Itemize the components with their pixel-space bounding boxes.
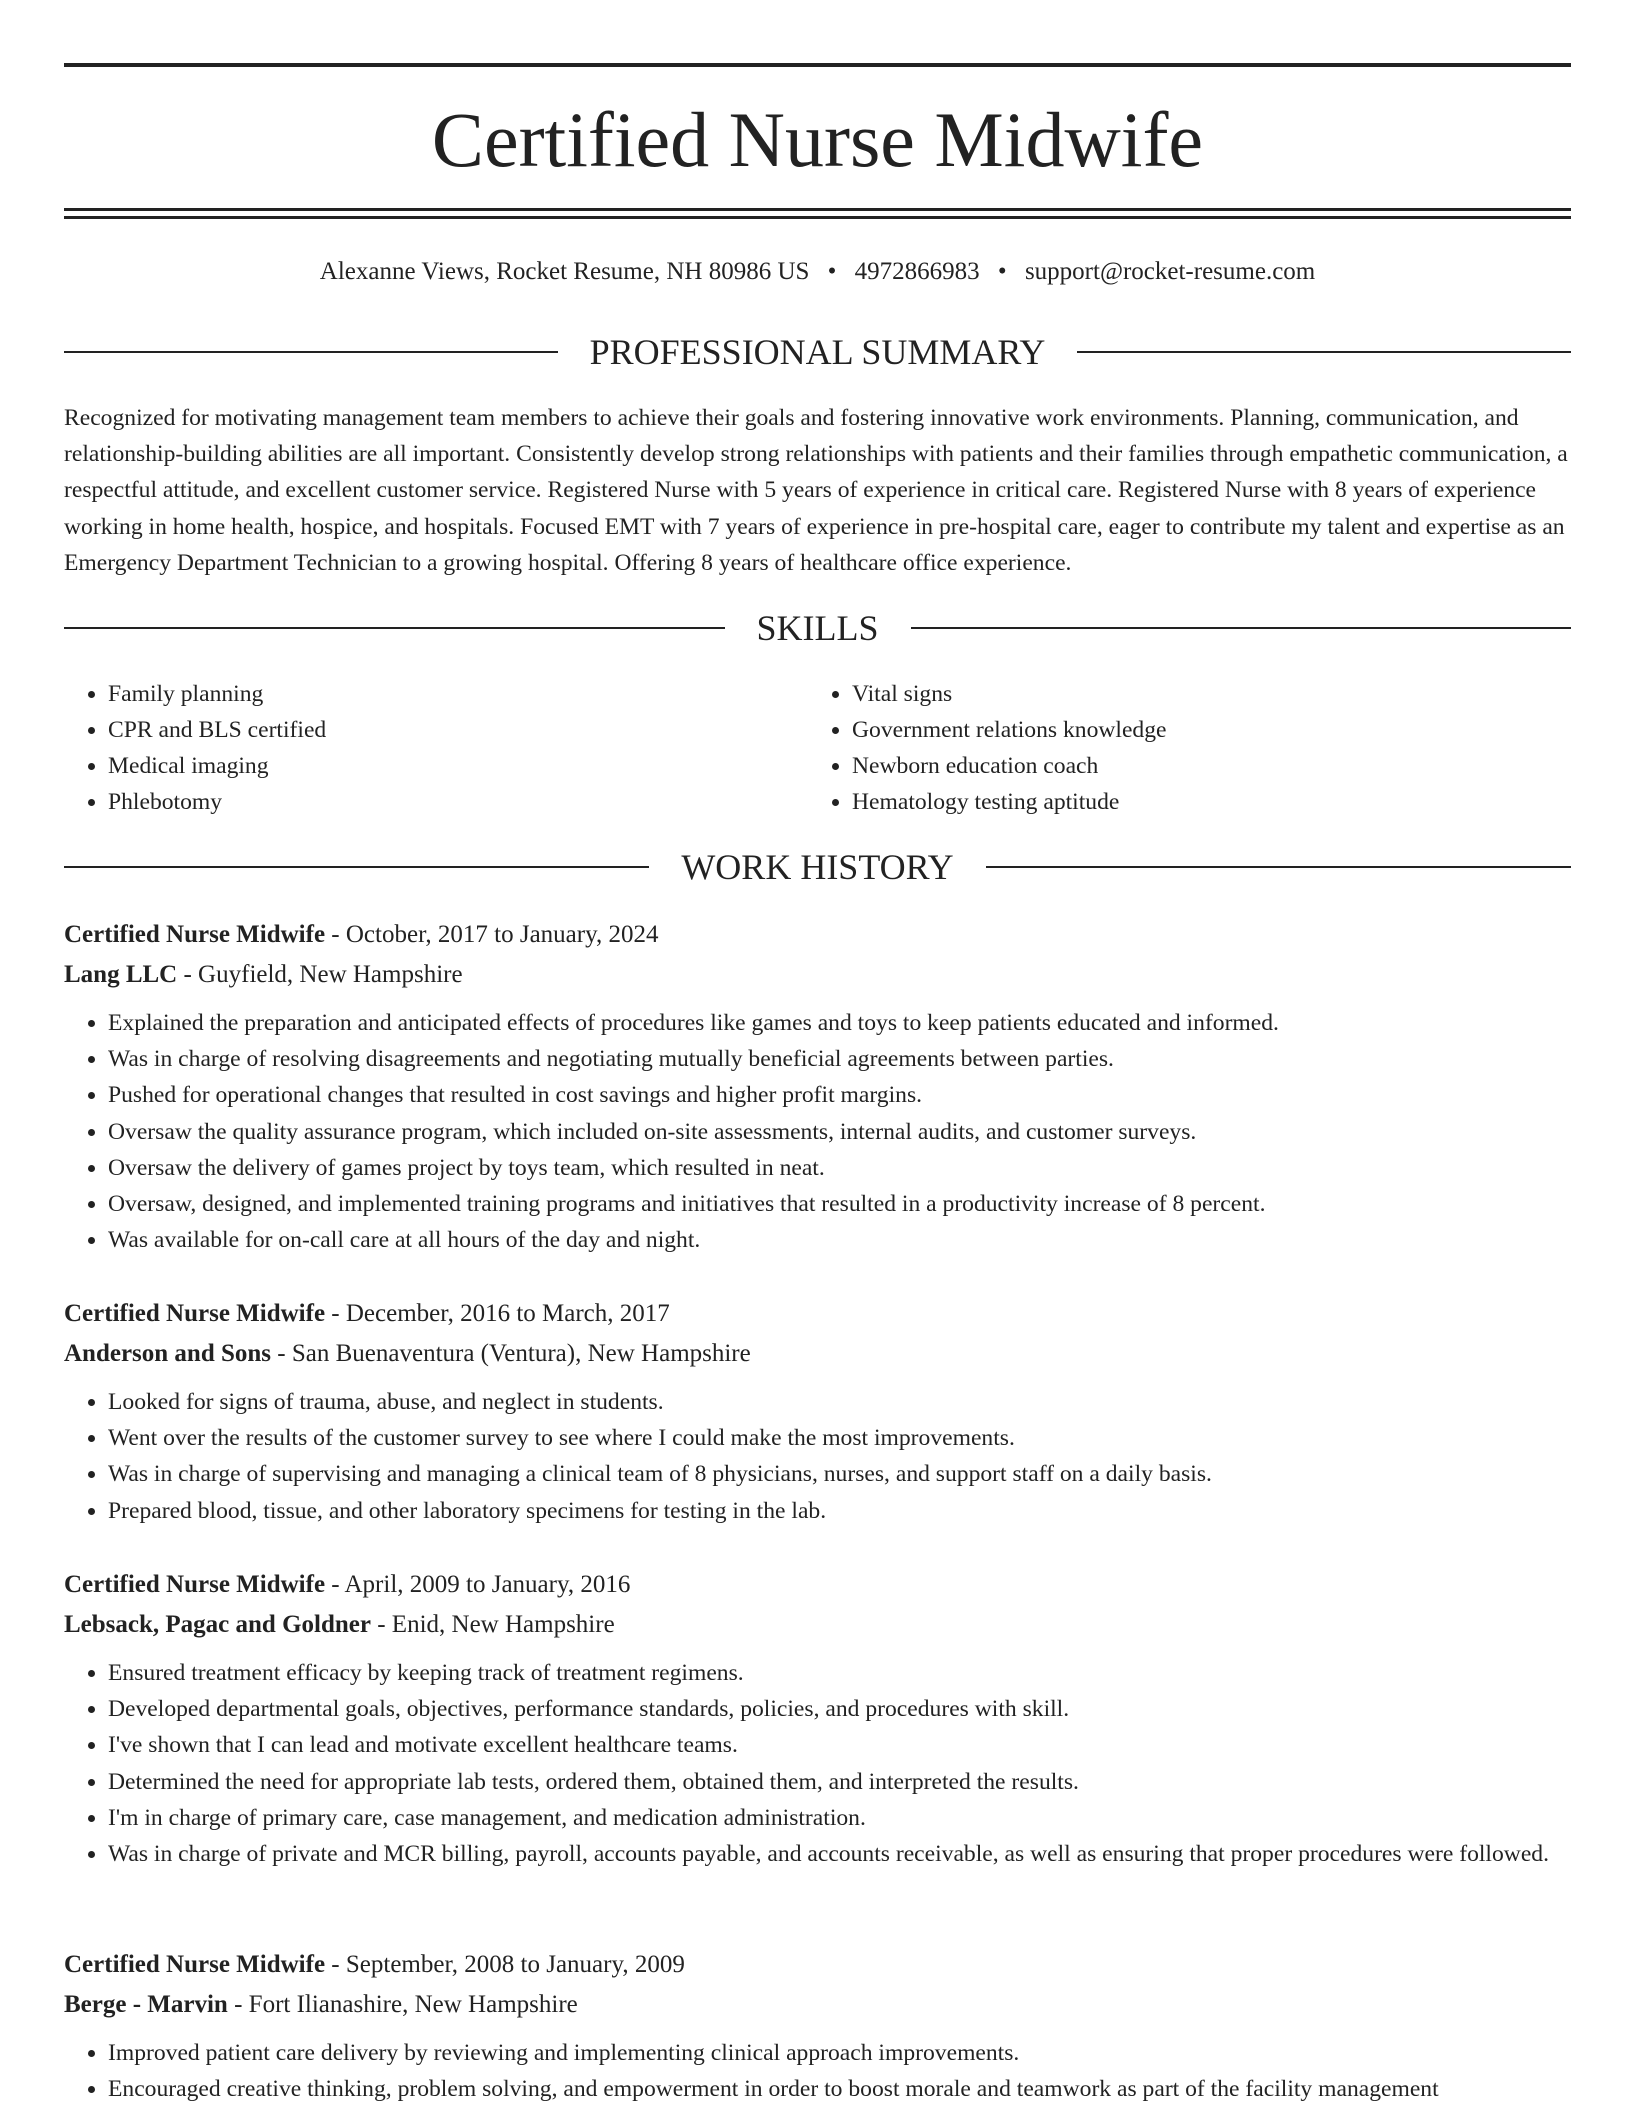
job-company: Lang LLC	[64, 961, 178, 988]
summary-heading	[64, 330, 1571, 374]
job-title-line	[64, 1945, 1571, 1985]
job-company: Lebsack, Pagac and Goldner	[64, 1611, 371, 1638]
job-dates: - September, 2008 to January, 2009	[325, 1951, 685, 1978]
contact-separator: •	[827, 258, 837, 285]
job-bullet: • Pushed for operational changes that resulted in cost savings and higher profit margins.	[108, 1077, 1571, 1113]
summary-text: Recognized for motivating management team members to achieve their goals and fostering innovative work environments. Planning, communication, and relationship-building abilities are all important. Consistently develop strong relationships with patients and their families through empathetic communication, a respectful attitude, and excellent customer service. Registered Nurse with 5 years of experience in critical care. Registered Nurse with 8 years of experience working in home health, hospice, and hospitals. Focused EMT with 7 years of experience in pre-hospital care, eager to contribute my talent and expertise as an Emergency Department Technician to a growing hospital. Offering 8 years of healthcare office experience.	[64, 405, 1568, 576]
heading-rule-left	[64, 351, 558, 353]
job-company: Berge - Marvin	[64, 1991, 228, 2018]
job-bullet: • I've shown that I can lead and motivate excellent healthcare teams.	[108, 1727, 1571, 1763]
job-bullet: • Encouraged creative thinking, problem solving, and empowerment in order to boost morale and teamwork as part of the facility management	[108, 2071, 1571, 2107]
job-bullets	[64, 1655, 1571, 1872]
contact-address: Alexanne Views, Rocket Resume, NH 80986 US	[319, 258, 810, 285]
heading-rule-left	[64, 627, 725, 629]
job-company-line	[64, 1334, 1571, 1374]
summary-title: PROFESSIONAL SUMMARY	[589, 332, 1046, 372]
work-heading	[64, 845, 1571, 889]
job-bullet: • Was in charge of private and MCR billing, payroll, accounts payable, and accounts receivable, as well as ensuring that proper procedures were followed.	[108, 1836, 1571, 1872]
double-rule-upper	[64, 208, 1571, 211]
job-title: Certified Nurse Midwife	[64, 1951, 326, 1978]
job-bullet: • Developed departmental goals, objectives, performance standards, policies, and procedures with skill.	[108, 1691, 1571, 1727]
heading-rule-right	[986, 866, 1571, 868]
job-title-line	[64, 1565, 1571, 1605]
job-bullet: • Looked for signs of trauma, abuse, and neglect in students.	[108, 1384, 1571, 1420]
job-location: - Fort Ilianashire, New Hampshire	[227, 1991, 578, 2018]
job-dates: - October, 2017 to January, 2024	[325, 921, 659, 948]
heading-rule-right	[911, 627, 1572, 629]
contact-line	[64, 254, 1571, 290]
skills-heading	[64, 606, 1571, 650]
skill-item: • CPR and BLS certified	[108, 712, 808, 748]
job-title: Certified Nurse Midwife	[64, 1571, 326, 1598]
job-company: Anderson and Sons	[64, 1340, 272, 1367]
job-title-line	[64, 915, 1571, 955]
skills-list	[64, 676, 1571, 820]
job-dates: - April, 2009 to January, 2016	[325, 1571, 631, 1598]
double-rule-lower	[64, 216, 1571, 219]
job-title: Certified Nurse Midwife	[64, 921, 326, 948]
job-entry	[64, 1294, 1571, 1529]
contact-separator: •	[997, 258, 1007, 285]
job-bullet: • Was in charge of resolving disagreements and negotiating mutually beneficial agreements between parties.	[108, 1041, 1571, 1077]
skills-title: SKILLS	[756, 608, 879, 648]
job-bullet: • Oversaw, designed, and implemented training programs and initiatives that resulted in a productivity increase of 8 percent.	[108, 1186, 1571, 1222]
skill-item: • Medical imaging	[108, 748, 808, 784]
job-location: - Enid, New Hampshire	[370, 1611, 615, 1638]
job-dates: - December, 2016 to March, 2017	[325, 1300, 670, 1327]
top-rule	[64, 63, 1571, 67]
skill-item: • Hematology testing aptitude	[852, 784, 1552, 820]
skills-column-left	[64, 676, 808, 820]
job-entry	[64, 915, 1571, 1258]
job-company-line	[64, 1605, 1571, 1645]
resume-name: Certified Nurse Midwife	[431, 96, 1204, 183]
job-entry	[64, 1565, 1571, 1872]
work-title: WORK HISTORY	[681, 847, 954, 887]
job-entry	[64, 1945, 1571, 2107]
job-bullet: • Oversaw the quality assurance program, which included on-site assessments, internal audits, and customer surveys.	[108, 1114, 1571, 1150]
job-bullet: • Prepared blood, tissue, and other laboratory specimens for testing in the lab.	[108, 1493, 1571, 1529]
skill-item: • Newborn education coach	[852, 748, 1552, 784]
job-bullet: • Oversaw the delivery of games project by toys team, which resulted in neat.	[108, 1150, 1571, 1186]
job-title: Certified Nurse Midwife	[64, 1300, 326, 1327]
job-company-line	[64, 1985, 1571, 2025]
heading-rule-left	[64, 866, 649, 868]
job-bullets	[64, 2035, 1571, 2107]
job-bullet: • Ensured treatment efficacy by keeping track of treatment regimens.	[108, 1655, 1571, 1691]
job-bullet: • Improved patient care delivery by reviewing and implementing clinical approach improvements.	[108, 2035, 1571, 2071]
job-bullets	[64, 1384, 1571, 1529]
job-bullet: • Determined the need for appropriate lab tests, ordered them, obtained them, and interpreted the results.	[108, 1764, 1571, 1800]
job-location: - Guyfield, New Hampshire	[177, 961, 463, 988]
skills-column-right	[808, 676, 1552, 820]
job-bullet: • Was available for on-call care at all hours of the day and night.	[108, 1222, 1571, 1258]
job-bullets	[64, 1005, 1571, 1258]
job-bullet: • Went over the results of the customer survey to see where I could make the most improvements.	[108, 1420, 1571, 1456]
job-title-line	[64, 1294, 1571, 1334]
skill-item: • Phlebotomy	[108, 784, 808, 820]
job-bullet: • I'm in charge of primary care, case management, and medication administration.	[108, 1800, 1571, 1836]
skill-item: • Vital signs	[852, 676, 1552, 712]
job-company-line	[64, 955, 1571, 995]
contact-email: support@rocket-resume.com	[1024, 258, 1316, 285]
job-bullet: • Explained the preparation and anticipated effects of procedures like games and toys to keep patients educated and informed.	[108, 1005, 1571, 1041]
skill-item: • Government relations knowledge	[852, 712, 1552, 748]
contact-phone: 4972866983	[854, 258, 980, 285]
job-bullet: • Was in charge of supervising and managing a clinical team of 8 physicians, nurses, and support staff on a daily basis.	[108, 1456, 1571, 1492]
skill-item: • Family planning	[108, 676, 808, 712]
job-location: - San Buenaventura (Ventura), New Hampshire	[271, 1340, 751, 1367]
heading-rule-right	[1077, 351, 1571, 353]
